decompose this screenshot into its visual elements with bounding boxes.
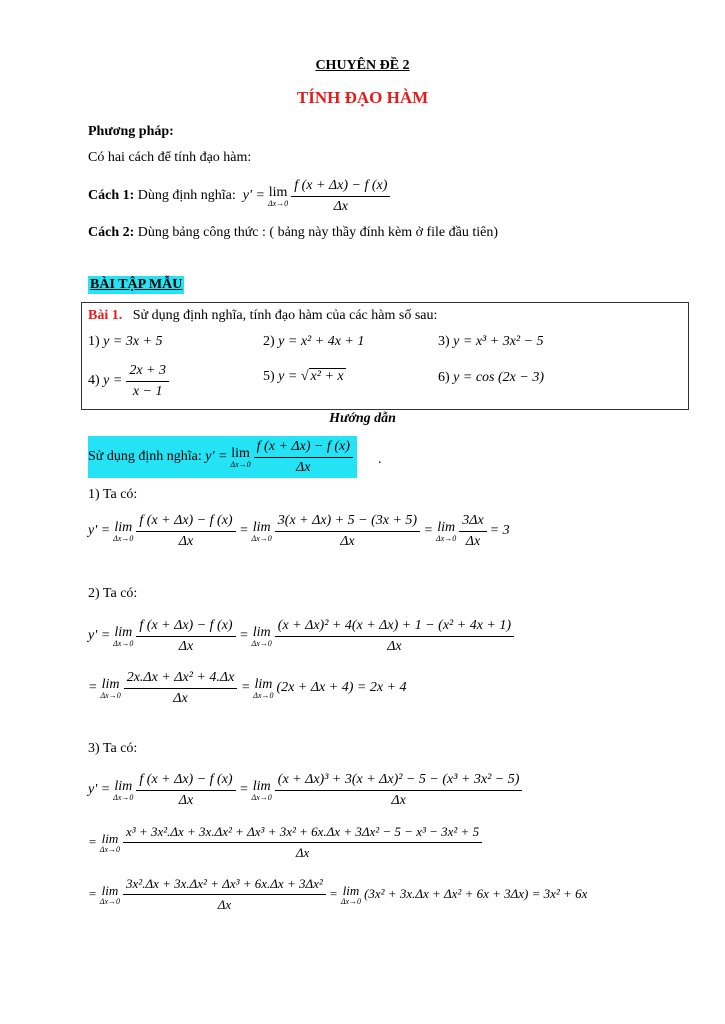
step1-formula: y' = lim Δx→0 $\frac{f (x + \Delta x) - f (x)}{\Delta x}$ = lim Δx→0 $\frac{3(x + \Delta x) + 5 - (3x + 5)}{\Delta x}$ = lim Δx→0 $\frac{3\Delta x}{\Delta x}$ = 3 xyxy=(88,512,510,549)
guide-intro: Sử dụng định nghĩa: y' = lim Δx→0 $\frac{f (x + \Delta x) - f (x)}{\Delta x}$ xyxy=(88,436,357,478)
way1-lim: lim Δx→0 xyxy=(267,184,289,208)
guide-heading: Hướng dẫn xyxy=(329,411,396,426)
step3-label: 3) Ta có: xyxy=(88,741,138,756)
item-5: 5) y = √ x² + x xyxy=(263,368,344,384)
way1-fraction: $\frac{f (x + \Delta x) - f (x)}{\Delta x}$ xyxy=(291,178,390,215)
item-6: 6) y = cos (2x − 3) xyxy=(438,370,544,385)
chapter-heading: CHUYÊN ĐỀ 2 xyxy=(315,58,410,73)
way2-line xyxy=(88,225,498,241)
way2-text: Dùng bảng công thức : ( bảng này thầy đính kèm ở file đầu tiên) xyxy=(137,225,499,240)
method-intro: Có hai cách để tính đạo hàm: xyxy=(88,150,252,165)
way1-label: Cách 1: xyxy=(88,188,135,203)
problem-label: Bài 1. xyxy=(88,308,123,323)
item-3: 3) y = x³ + 3x² − 5 xyxy=(438,334,544,349)
item-1: 1) y = 3x + 5 xyxy=(88,334,163,349)
way1-line xyxy=(88,176,390,216)
step3-formula-3: = lim Δx→0 $\frac{\text{3x².Δx + 3x.Δx² + Δx³ + 6x.Δx + 3Δx²}}{\Delta x}$ = lim Δx→0 (3x² + 3x.Δx + Δx² + 6x + 3Δx) = 3x² + 6x xyxy=(88,875,588,912)
step3-formula-1: y' = lim Δx→0 $\frac{f (x + \Delta x) - f (x)}{\Delta x}$ = lim Δx→0 $\frac{\text{(x + Δx)³ + 3(x + Δx)² − 5 − (x³ + 3x² − 5)}}{\Delta x}$ xyxy=(88,768,522,812)
guide-period: . xyxy=(378,452,382,467)
page-title: TÍNH ĐẠO HÀM xyxy=(296,88,429,107)
step2-formula-2: = lim Δx→0 $\frac{\text{2x.Δx + Δx² + 4.Δx}}{\Delta x}$ = lim Δx→0 (2x + Δx + 4) = 2x + 4 xyxy=(88,669,407,706)
step2-label: 2) Ta có: xyxy=(88,586,138,601)
step2-formula-1: y' = lim Δx→0 $\frac{f (x + \Delta x) - f (x)}{\Delta x}$ = lim Δx→0 $\frac{\text{(x + Δx)² + 4(x + Δx) + 1 − (x² + 4x + 1)}}{\Delta x}$ xyxy=(88,614,514,658)
way1-text: Dùng định nghĩa: xyxy=(137,188,236,203)
problem-text: Sử dụng định nghĩa, tính đạo hàm của các hàm số sau: xyxy=(132,308,438,323)
item-2: 2) y = x² + 4x + 1 xyxy=(263,334,365,349)
way2-label: Cách 2: xyxy=(88,225,135,240)
way1-lhs: y' = xyxy=(242,188,265,203)
sample-heading: BÀI TẬP MẪU xyxy=(90,277,183,292)
item-4: 4) y = $\frac{2x + 3}{x - 1}$ xyxy=(88,362,169,400)
step1-label: 1) Ta có: xyxy=(88,487,138,502)
problem-line xyxy=(88,308,437,324)
step3-formula-2: = lim Δx→0 x³ + 3x².Δx + 3x.Δx² + Δx³ + 3x² + 6x.Δx + 3Δx² − 5 − x³ − 3x² + 5 Δx xyxy=(88,820,482,864)
method-heading: Phương pháp: xyxy=(88,124,174,139)
